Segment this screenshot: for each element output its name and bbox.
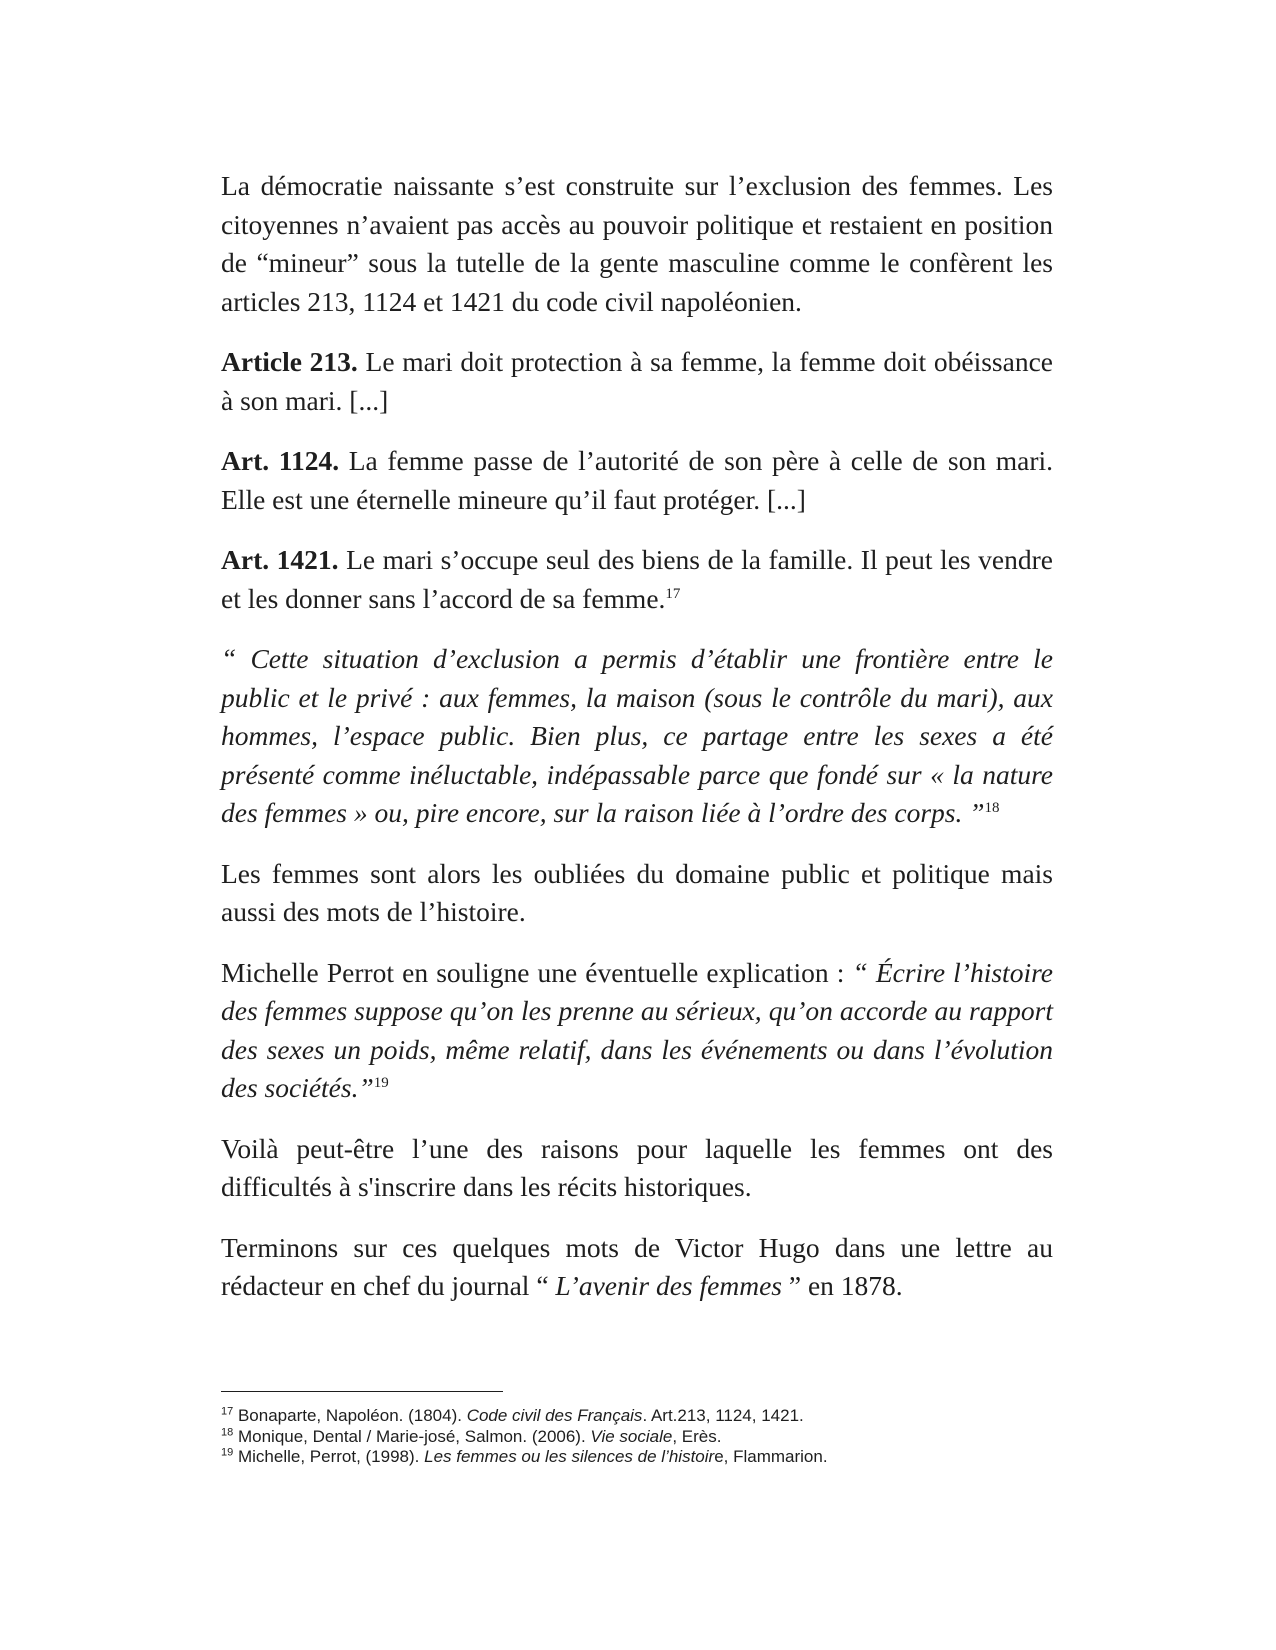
footnote-ref-18: 18 (984, 799, 1000, 816)
footnote-text: Michelle, Perrot, (1998). (233, 1447, 425, 1466)
article-1124-paragraph (221, 442, 1053, 519)
footnote-title: Code civil des Français (466, 1406, 643, 1425)
footnote-text-end: e, Flammarion. (714, 1447, 828, 1466)
footnote-number: 17 (221, 1405, 234, 1418)
footnote-text: Bonaparte, Napoléon. (1804). (233, 1406, 467, 1425)
intro-paragraph: La démocratie naissante s’est construite sur l’exclusion des femmes. Les citoyennes n’avaient pas accès au pouvoir politique et restaient en position de “mineur” sous la tutelle de la gente masculine comme le confèrent les articles 213, 1124 et 1421 du code civil napoléonien. (221, 170, 1053, 317)
footnote-19 (221, 1447, 1053, 1468)
footnote-number: 19 (221, 1446, 234, 1459)
footnote-divider (221, 1391, 503, 1392)
perrot-paragraph (221, 954, 1053, 1108)
footnote-17 (221, 1406, 1053, 1427)
exclusion-quote (221, 640, 1053, 833)
footnotes-section (221, 1391, 1053, 1468)
hugo-paragraph (221, 1229, 1053, 1306)
article-1124-text: La femme passe de l’autorité de son père à celle de son mari. Elle est une éternelle mineure qu’il faut protéger. [...] (221, 445, 1053, 515)
footnote-number: 18 (221, 1425, 234, 1438)
article-1124-label: Art. 1124. (221, 445, 340, 476)
perrot-quote: “ Écrire l’histoire des femmes suppose qu’on les prenne au sérieux, qu’on accorde au rapport des sexes un poids, même relatif, dans les événements ou dans l’évolution des sociétés.” (221, 956, 1053, 1103)
article-213-label: Article 213. (221, 346, 358, 377)
footnote-18 (221, 1427, 1053, 1448)
journal-title: L’avenir des femmes (555, 1270, 782, 1301)
perrot-intro: Michelle Perrot en souligne une éventuelle explication : (221, 956, 853, 988)
article-1421-paragraph (221, 541, 1053, 618)
footnote-title: Vie sociale (590, 1426, 673, 1446)
footnote-text-end: , Erès. (672, 1426, 722, 1446)
footnote-ref-19: 19 (373, 1074, 389, 1091)
voila-paragraph: Voilà peut-être l’une des raisons pour laquelle les femmes ont des difficultés à s'inscrire dans les récits historiques. (221, 1132, 1053, 1202)
article-1421-text: Le mari s’occupe seul des biens de la famille. Il peut les vendre et les donner sans l’accord de sa femme. (221, 544, 1053, 614)
hugo-text-after: ” en 1878. (781, 1270, 903, 1301)
footnote-title: Les femmes ou les silences de l’histoir (424, 1447, 715, 1466)
article-213-paragraph (221, 343, 1053, 420)
document-body (221, 167, 1053, 1328)
hugo-text-before: Terminons sur ces quelques mots de Victor Hugo dans une lettre au rédacteur en chef du journal “ (221, 1231, 1053, 1301)
footnote-ref-17: 17 (665, 585, 681, 602)
article-1421-label: Art. 1421. (221, 544, 339, 575)
oubliees-paragraph: Les femmes sont alors les oubliées du domaine public et politique mais aussi des mots de l’histoire. (221, 857, 1053, 927)
article-213-text: Le mari doit protection à sa femme, la femme doit obéissance à son mari. [...] (221, 346, 1053, 416)
footnote-text-end: . Art.213, 1124, 1421. (642, 1406, 804, 1425)
footnote-text: Monique, Dental / Marie-josé, Salmon. (2006). (233, 1426, 591, 1446)
exclusion-quote-text: “ Cette situation d’exclusion a permis d’établir une frontière entre le public et le privé : aux femmes, la maison (sous le contrôle du mari), aux hommes, l’espace public. Bien plus, ce partage entre les sexes a été présenté comme inéluctable, indépassable parce que fondé sur « la nature des femmes » ou, pire encore, sur la raison liée à l’ordre des corps. ” (221, 643, 1053, 828)
